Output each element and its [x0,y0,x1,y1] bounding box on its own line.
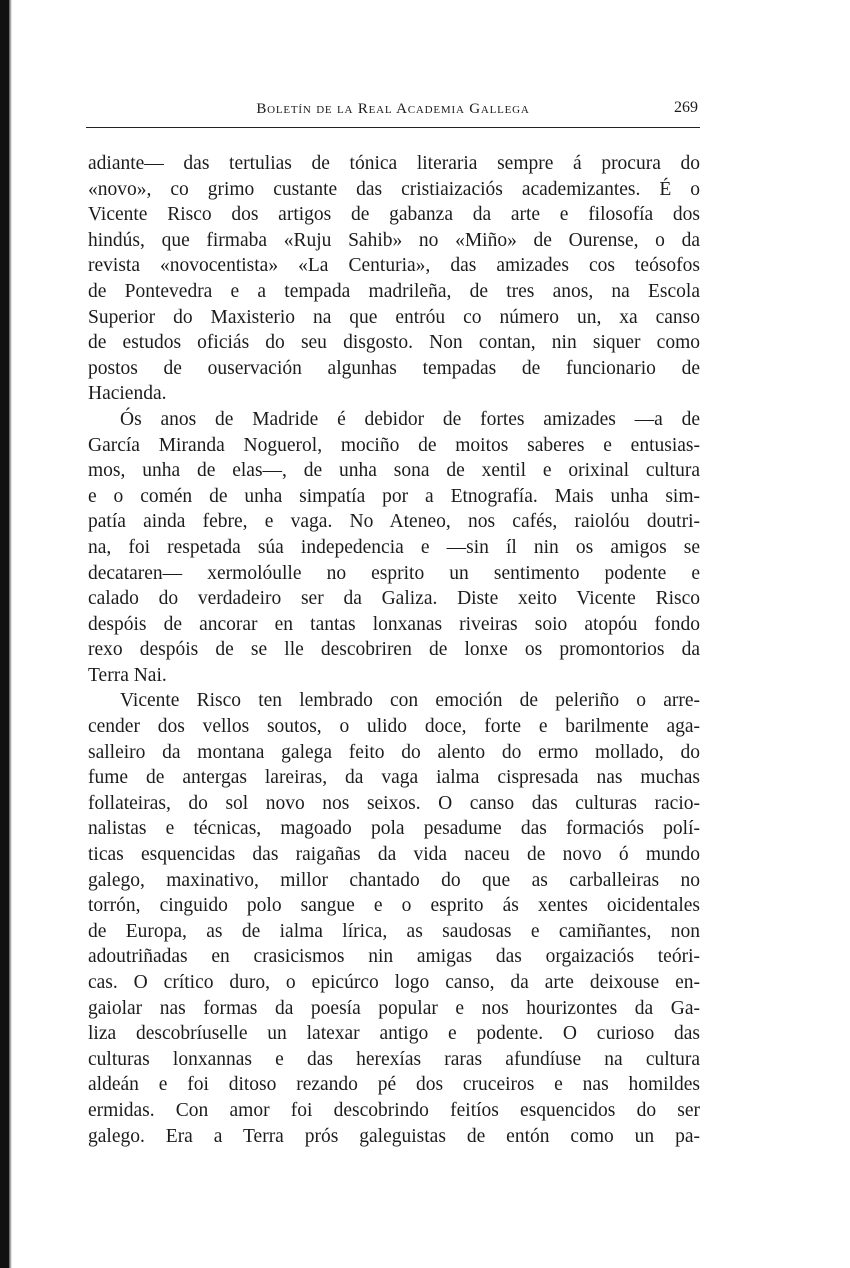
text-line: hindús, que firmaba «Ruju Sahib» no «Miño» de Ourense, o da [88,229,700,251]
text-line: ticas esquencidas das raigañas da vida naceu de novo ó mundo [88,844,700,866]
text-line: de estudos oficiás do seu disgosto. Non contan, nin siquer como [88,332,700,354]
text-line: Vicente Risco ten lembrado con emoción de peleriño o arre- [120,690,700,712]
text-line: mos, unha de elas—, de unha sona de xentil e orixinal cultura [88,460,700,482]
text-line: na, foi respetada súa indepedencia e —sin íl nin os amigos se [88,536,700,558]
text-line: follateiras, do sol novo nos seixos. O canso das culturas racio- [88,792,700,814]
text-line: Terra Nai. [88,664,167,686]
text-line: decataren— xermolóulle no esprito un sentimento podente e [88,562,700,584]
body-text [88,151,700,1149]
text-line: Ós anos de Madride é debidor de fortes amizades —a de [120,408,700,430]
text-line: «novo», co grimo custante das cristiaizaciós academizantes. É o [88,178,700,200]
text-line: ermidas. Con amor foi descobrindo feitíos esquencidos do ser [88,1099,700,1121]
text-line: cas. O crítico duro, o epicúrco logo canso, da arte deixouse en- [88,972,700,993]
text-line: despóis de ancorar en tantas lonxanas riveiras soio atopóu fondo [88,613,700,635]
text-line: aldeán e foi ditoso rezando pé dos cruceiros e nas homildes [88,1074,700,1096]
text-line: Hacienda. [88,383,167,405]
text-line: calado do verdadeiro ser da Galiza. Diste xeito Vicente Risco [88,588,700,610]
book-spine-edge [9,0,12,1268]
text-line: cender dos vellos soutos, o ulido doce, forte e barilmente aga- [88,716,700,738]
journal-title: Boletín de la Real Academia Gallega [256,101,530,117]
text-line: postos de ouservación algunhas tempadas de funcionario de [88,357,700,379]
text-line: galego, maxinativo, millor chantado do que as carballeiras no [88,869,700,891]
text-line: García Miranda Noguerol, mociño de moitos saberes e entusias- [88,434,700,456]
text-line: adoutriñadas en crasicismos nin amigas das orgaizaciós teóri- [88,946,700,968]
book-spine-shadow [0,0,9,1268]
text-line: torrón, cinguido polo sangue e o esprito ás xentes oicidentales [88,895,700,917]
text-line: rexo despóis de se lle descobriren de lonxe os promontorios da [88,639,700,661]
text-line: de Europa, as de ialma lírica, as saudosas e camiñantes, non [88,920,700,942]
text-line: revista «novocentista» «La Centuria», das amizades cos teósofos [88,255,700,277]
text-line: culturas lonxannas e das herexías raras afundíuse na cultura [88,1048,700,1070]
text-line: Superior do Maxisterio na que entróu co número un, xa canso [88,306,700,328]
text-line: nalistas e técnicas, magoado pola pesadume das formaciós polí- [88,818,700,840]
text-line: adiante— das tertulias de tónica literaria sempre á procura do [88,153,700,174]
text-line: de Pontevedra e a tempada madrileña, de tres anos, na Escola [88,280,700,302]
paragraph [88,407,700,689]
text-line: gaiolar nas formas da poesía popular e nos hourizontes da Ga- [88,997,700,1019]
paragraph [88,688,700,1149]
text-line: liza descobríuselle un latexar antigo e podente. O curioso das [88,1023,700,1045]
text-line: e o comén de unha simpatía por a Etnografía. Mais unha sim- [88,485,700,507]
paragraph [88,151,700,407]
text-line: patía ainda febre, e vaga. No Ateneo, nos cafés, raiolóu doutri- [88,511,700,533]
page-number: 269 [674,99,698,116]
text-line: galego. Era a Terra prós galeguistas de entón como un pa- [88,1125,700,1147]
text-line: salleiro da montana galega feito do alento do ermo mollado, do [88,741,700,763]
running-header [86,99,700,128]
text-line: Vicente Risco dos artigos de gabanza da arte e filosofía dos [88,204,700,226]
text-line: fume de antergas lareiras, da vaga ialma cispresada nas muchas [88,767,700,789]
